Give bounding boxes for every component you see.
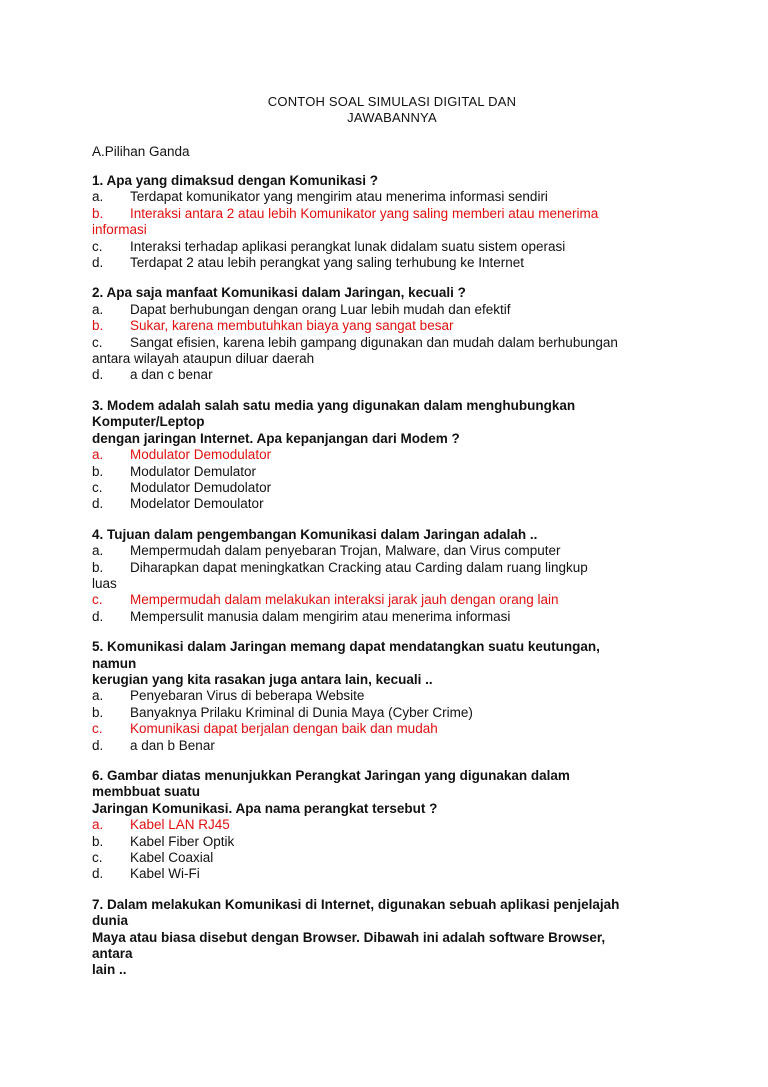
option-text: Mempermudah dalam melakukan interaksi jarak jauh dengan orang lain (130, 592, 559, 608)
answer-option-choice (92, 255, 692, 271)
option-letter: c. (92, 334, 103, 350)
option-text: a dan c benar (130, 367, 213, 383)
question-6 (92, 768, 692, 883)
option-text: Interaksi terhadap aplikasi perangkat lunak didalam suatu sistem operasi (130, 238, 566, 254)
answer-option-correct (92, 592, 692, 608)
option-letter: d. (92, 496, 104, 512)
question-text-line: dunia (92, 913, 128, 929)
option-letter: a. (92, 189, 104, 205)
option-text: Kabel Coaxial (130, 850, 214, 866)
answer-option-choice (92, 496, 692, 512)
option-text: Sukar, karena membutuhkan biaya yang sangat besar (130, 318, 454, 334)
option-letter: b. (92, 704, 104, 720)
question-text-line: 5. Komunikasi dalam Jaringan memang dapat mendatangkan suatu keutungan, (92, 639, 600, 655)
answer-option-choice (92, 834, 692, 850)
answer-option-choice (92, 189, 692, 205)
option-letter: d. (92, 737, 104, 753)
answer-option-choice (92, 302, 692, 318)
question-text-line: kerugian yang kita rasakan juga antara lain, kecuali .. (92, 671, 433, 687)
option-letter: d. (92, 866, 104, 882)
title-line-1: CONTOH SOAL SIMULASI DIGITAL DAN (267, 94, 517, 109)
option-text: Kabel Fiber Optik (130, 833, 235, 849)
answer-option-correct (92, 447, 692, 463)
option-text: Terdapat komunikator yang mengirim atau menerima informasi sendiri (130, 189, 548, 205)
option-text: Modulator Demulator (130, 463, 257, 479)
answer-option-choice (92, 560, 692, 576)
question-text-line: dengan jaringan Internet. Apa kepanjangan dari Modem ? (92, 430, 460, 446)
option-text: Modulator Demudolator (130, 479, 272, 495)
option-letter: a. (92, 543, 104, 559)
option-letter: c. (92, 721, 103, 737)
option-text: a dan b Benar (130, 737, 215, 753)
option-text: Kabel LAN RJ45 (130, 817, 230, 833)
question-text-line: antara (92, 946, 133, 962)
question-text-line: 6. Gambar diatas menunjukkan Perangkat Jaringan yang digunakan dalam (92, 768, 570, 783)
answer-option-correct (92, 318, 692, 334)
question-1 (92, 173, 692, 271)
option-letter: d. (92, 367, 104, 383)
answer-option-choice (92, 609, 692, 625)
option-text: Komunikasi dapat berjalan dengan baik dan mudah (130, 721, 438, 737)
option-text: Terdapat 2 atau lebih perangkat yang saling terhubung ke Internet (130, 255, 525, 271)
answer-option-choice (92, 464, 692, 480)
title-line-2: JAWABANNYA (347, 110, 437, 125)
option-letter: b. (92, 318, 104, 334)
option-letter: a. (92, 688, 104, 704)
option-text-continuation: informasi (92, 222, 147, 238)
question-text-line: 3. Modem adalah salah satu media yang digunakan dalam menghubungkan (92, 397, 576, 413)
document-page (92, 94, 692, 979)
option-letter: c. (92, 850, 103, 866)
option-text: Banyaknya Prilaku Kriminal di Dunia Maya (Cyber Crime) (130, 704, 473, 720)
option-letter: c. (92, 479, 103, 495)
answer-option-choice (92, 480, 692, 496)
option-letter: d. (92, 255, 104, 271)
option-text: Interaksi antara 2 atau lebih Komunikator yang saling memberi atau menerima (130, 205, 599, 221)
answer-option-choice (92, 688, 692, 704)
option-text-continuation: antara wilayah ataupun diluar daerah (92, 351, 315, 367)
question-text-line: 4. Tujuan dalam pengembangan Komunikasi dalam Jaringan adalah .. (92, 526, 538, 542)
option-letter: b. (92, 463, 104, 479)
option-text: Kabel Wi-Fi (130, 866, 200, 882)
option-text: Mempermudah dalam penyebaran Trojan, Malware, dan Virus computer (130, 543, 561, 559)
option-letter: c. (92, 238, 103, 254)
answer-option-choice (92, 738, 692, 754)
question-list (92, 173, 692, 979)
question-4 (92, 527, 692, 625)
option-letter: a. (92, 817, 104, 833)
option-letter: b. (92, 205, 104, 221)
option-letter: b. (92, 559, 104, 575)
question-text-line: Jaringan Komunikasi. Apa nama perangkat tersebut ? (92, 800, 438, 816)
question-text-line: 7. Dalam melakukan Komunikasi di Internet, digunakan sebuah aplikasi penjelajah (92, 896, 620, 912)
option-text: Penyebaran Virus di beberapa Website (130, 688, 365, 704)
question-3 (92, 398, 692, 513)
answer-option-choice (92, 866, 692, 882)
option-letter: b. (92, 833, 104, 849)
question-text-line: Maya atau biasa disebut dengan Browser. Dibawah ini adalah software Browser, (92, 929, 606, 945)
option-letter: c. (92, 592, 103, 608)
answer-option-choice (92, 705, 692, 721)
section-label: A.Pilihan Ganda (92, 144, 190, 159)
option-text: Mempersulit manusia dalam mengirim atau menerima informasi (130, 608, 511, 624)
question-text-line: Komputer/Leptop (92, 414, 205, 430)
question-text-line: 2. Apa saja manfaat Komunikasi dalam Jaringan, kecuali ? (92, 285, 466, 301)
answer-option-choice (92, 335, 692, 351)
option-text: Dapat berhubungan dengan orang Luar lebih mudah dan efektif (130, 301, 511, 317)
question-text-line: membbuat suatu (92, 784, 201, 800)
answer-option-choice (92, 850, 692, 866)
option-text: Modulator Demodulator (130, 447, 272, 463)
answer-option-correct (92, 206, 692, 222)
answer-option-correct (92, 721, 692, 737)
option-text: Diharapkan dapat meningkatkan Cracking atau Carding dalam ruang lingkup (130, 559, 588, 575)
answer-option-choice (92, 239, 692, 255)
question-text-line: namun (92, 655, 137, 671)
question-5 (92, 639, 692, 754)
option-text-continuation: luas (92, 575, 117, 591)
answer-option-correct (92, 817, 692, 833)
question-text-line: lain .. (92, 962, 127, 978)
document-title (92, 94, 692, 126)
option-text: Sangat efisien, karena lebih gampang digunakan dan mudah dalam berhubungan (130, 334, 618, 350)
option-letter: a. (92, 447, 104, 463)
question-2 (92, 285, 692, 383)
answer-option-choice (92, 367, 692, 383)
option-text: Modelator Demoulator (130, 496, 264, 512)
answer-option-choice (92, 543, 692, 559)
question-text-line: 1. Apa yang dimaksud dengan Komunikasi ? (92, 173, 379, 188)
option-letter: d. (92, 608, 104, 624)
question-7 (92, 897, 692, 979)
option-letter: a. (92, 301, 104, 317)
